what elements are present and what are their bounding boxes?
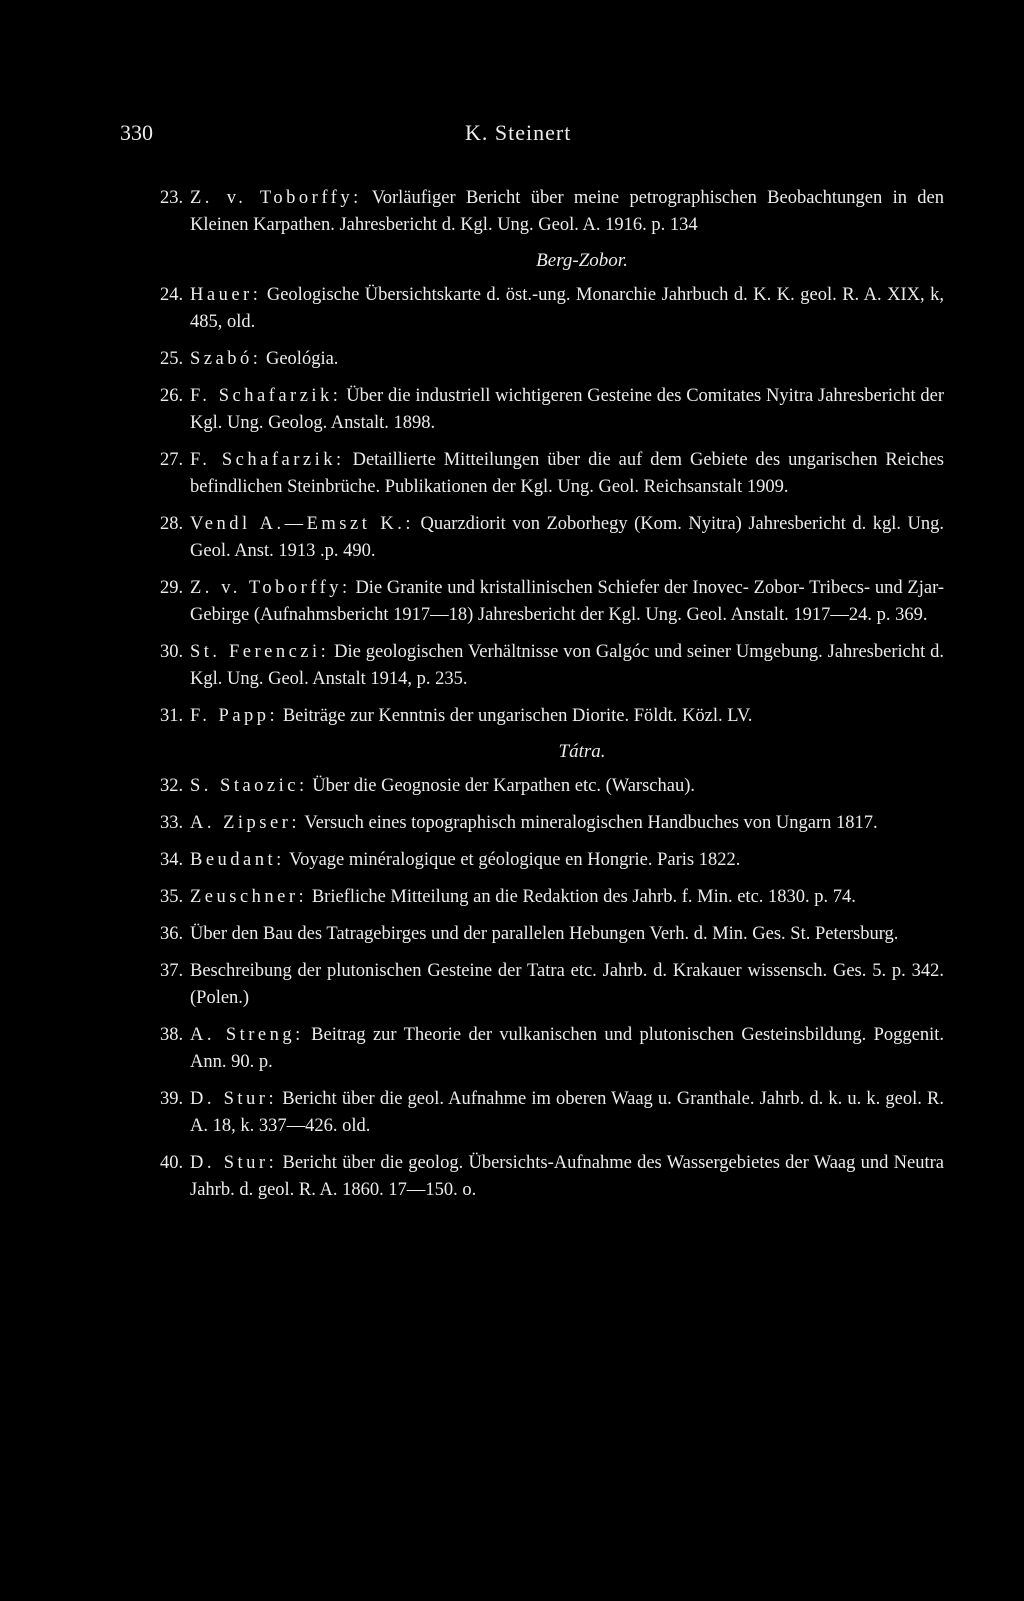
bibliography-entry xyxy=(160,773,944,800)
entry-text: Über die Geognosie der Karpathen etc. (Warschau). xyxy=(312,776,695,796)
bibliography-entry xyxy=(160,447,944,501)
entry-text: Bericht über die geol. Aufnahme im oberen Waag u. Granthale. Jahrb. d. k. u. k. geol. R. A. 18, k. 337—426. old. xyxy=(190,1089,945,1136)
entry-number: 28. xyxy=(160,514,184,534)
entry-author: Z. v. Toborffy: xyxy=(190,188,362,208)
entry-author: A. Zipser: xyxy=(190,813,301,833)
entry-number: 37. xyxy=(160,961,184,981)
entry-author: S. Staozic: xyxy=(190,776,308,796)
entry-number: 38. xyxy=(160,1025,184,1045)
entry-author: St. Ferenczi: xyxy=(190,642,330,662)
entry-author: D. Stur: xyxy=(190,1153,278,1173)
entry-number: 34. xyxy=(160,850,184,870)
bibliography-entry xyxy=(160,575,944,629)
bibliography-entry xyxy=(160,639,944,693)
entry-number: 33. xyxy=(160,813,184,833)
entry-author: F. Schafarzik: xyxy=(190,450,345,470)
entry-number: 36. xyxy=(160,924,184,944)
section-heading: Tátra. xyxy=(558,741,606,762)
page-number: 330 xyxy=(120,120,153,145)
bibliography-entry xyxy=(160,703,944,730)
entry-number: 31. xyxy=(160,706,184,726)
entry-author: F. Papp: xyxy=(190,706,279,726)
bibliography-entry xyxy=(160,958,944,1012)
entry-text: Geologische Übersichtskarte d. öst.-ung. Monarchie Jahrbuch d. K. K. geol. R. A. XIX, k, 485, old. xyxy=(190,285,944,332)
entry-text: Die geologischen Verhältnisse von Galgóc und seiner Umgebung. Jahresbericht d. Kgl. Ung. Geol. Anstalt 1914, p. 235. xyxy=(190,642,944,689)
entry-text: Detaillierte Mitteilungen über die auf dem Gebiete des ungarischen Reiches befindlichen Steinbrüche. Publikationen der Kgl. Ung. Geol. Reichsanstalt 1909. xyxy=(190,450,944,497)
entry-text: Versuch eines topographisch mineralogischen Handbuches von Ungarn 1817. xyxy=(304,813,878,833)
page-header xyxy=(120,120,940,160)
entry-number: 39. xyxy=(160,1089,184,1109)
entry-text: Voyage minéralogique et géologique en Hongrie. Paris 1822. xyxy=(289,850,741,870)
entry-text: Briefliche Mitteilung an die Redaktion des Jahrb. f. Min. etc. 1830. p. 74. xyxy=(311,887,856,907)
bibliography-entry xyxy=(160,921,944,948)
bibliography-entry xyxy=(160,282,944,336)
bibliography-entry xyxy=(160,383,944,437)
bibliography-entry xyxy=(160,810,944,837)
bibliography-entry xyxy=(160,1086,944,1140)
entry-text: Beschreibung der plutonischen Gesteine der Tatra etc. Jahrb. d. Krakauer wissensch. Ges. 5. p. 342. (Polen.) xyxy=(190,961,944,1008)
entry-author: Beudant: xyxy=(190,850,285,870)
entry-author: F. Schafarzik: xyxy=(190,386,342,406)
entry-number: 40. xyxy=(160,1153,184,1173)
entry-text: Geológia. xyxy=(265,349,339,369)
entry-number: 35. xyxy=(160,887,184,907)
entry-number: 25. xyxy=(160,349,184,369)
entry-author: Szabó: xyxy=(190,349,262,369)
entry-text: Bericht über die geolog. Übersichts-Aufnahme des Wassergebietes der Waag und Neutra Jahrb. d. geol. R. A. 1860. 17—150. o. xyxy=(190,1153,944,1200)
bibliography-list xyxy=(160,185,944,1214)
entry-author: Z. v. Toborffy: xyxy=(190,578,351,598)
running-head: K. Steinert xyxy=(465,120,572,145)
entry-text: Vorläufiger Bericht über meine petrographischen Beobachtungen in den Kleinen Karpathen. Jahresbericht d. Kgl. Ung. Geol. A. 1916. p. 134 xyxy=(190,188,944,235)
entry-text: Quarzdiorit von Zoborhegy (Kom. Nyitra) Jahresbericht d. kgl. Ung. Geol. Anst. 1913 .p. 490. xyxy=(190,514,945,561)
entry-number: 24. xyxy=(160,285,184,305)
bibliography-entry xyxy=(160,1022,944,1076)
entry-author: Zeuschner: xyxy=(190,887,308,907)
entry-number: 23. xyxy=(160,188,184,208)
bibliography-entry xyxy=(160,185,944,239)
entry-text: Die Granite und kristallinischen Schiefer der Inovec- Zobor- Tribecs- und Zjar-Gebirge (Aufnahmsbericht 1917—18) Jahresbericht der Kgl. Ung. Geol. Anstalt. 1917—24. p. 369. xyxy=(190,578,945,625)
entry-number: 30. xyxy=(160,642,184,662)
entry-author: Hauer: xyxy=(190,285,262,305)
bibliography-entry xyxy=(160,346,944,373)
entry-author: Vendl A.—Emszt K.: xyxy=(190,514,414,534)
bibliography-entry xyxy=(160,884,944,911)
entry-number: 29. xyxy=(160,578,184,598)
entry-text: Beiträge zur Kenntnis der ungarischen Diorite. Földt. Közl. LV. xyxy=(282,706,753,726)
bibliography-entry xyxy=(160,847,944,874)
entry-text: Über den Bau des Tatragebirges und der parallelen Hebungen Verh. d. Min. Ges. St. Petersburg. xyxy=(190,924,899,944)
section-heading: Berg-Zobor. xyxy=(536,250,628,271)
bibliography-entry xyxy=(160,1150,944,1204)
entry-author: D. Stur: xyxy=(190,1089,278,1109)
entry-author: A. Streng: xyxy=(190,1025,304,1045)
entry-text: Über die industriell wichtigeren Gesteine des Comitates Nyitra Jahresbericht der Kgl. Ung. Geolog. Anstalt. 1898. xyxy=(190,386,945,433)
bibliography-entry xyxy=(160,511,944,565)
entry-number: 26. xyxy=(160,386,184,406)
entry-text: Beitrag zur Theorie der vulkanischen und plutonischen Gesteinsbildung. Poggenit. Ann. 90. p. xyxy=(190,1025,945,1072)
entry-number: 27. xyxy=(160,450,184,470)
entry-number: 32. xyxy=(160,776,184,796)
